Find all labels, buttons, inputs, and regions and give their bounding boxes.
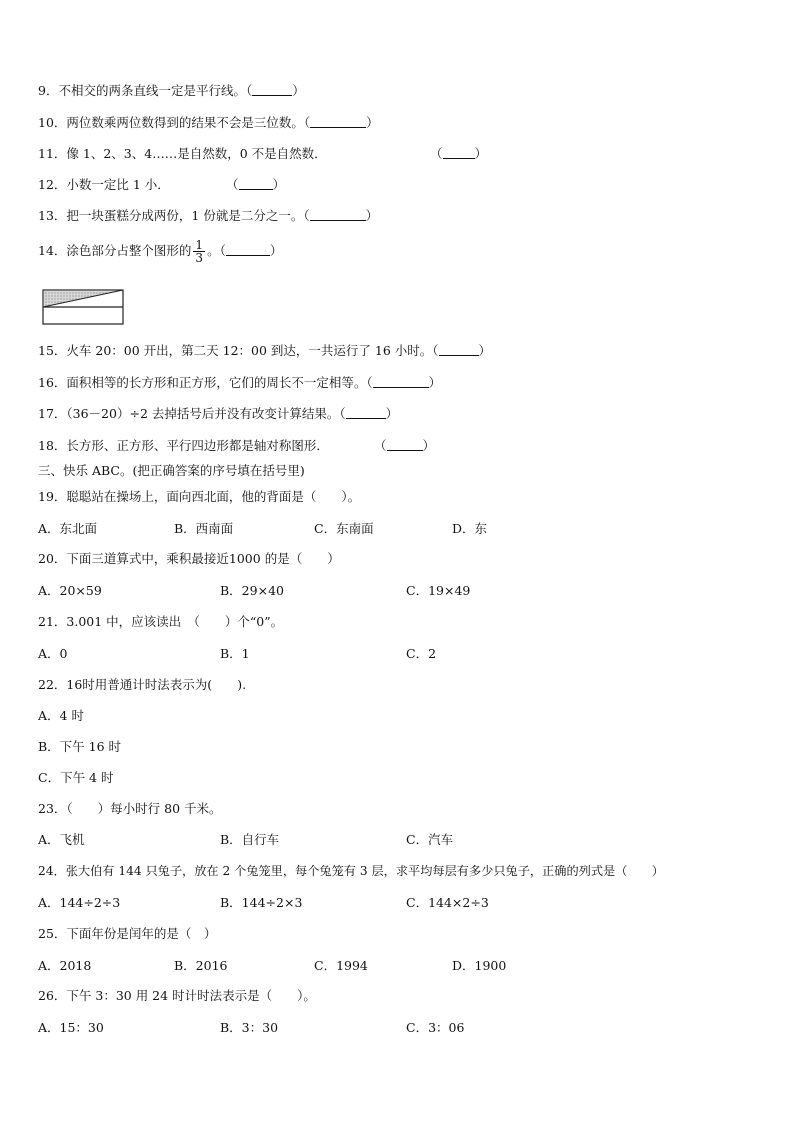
option-c[interactable]: C．1994 — [314, 958, 368, 973]
question-text: 9．不相交的两条直线一定是平行线。（ — [38, 83, 253, 98]
option-b[interactable]: B．1 — [220, 646, 250, 661]
option-c[interactable]: C．3：06 — [406, 1020, 465, 1035]
option-b[interactable]: B．下午 16 时 — [38, 739, 122, 754]
option-a[interactable]: A．15：30 — [38, 1020, 104, 1035]
option-a[interactable]: A．飞机 — [38, 832, 85, 847]
answer-blank[interactable] — [310, 115, 366, 128]
option-a[interactable]: A．0 — [38, 646, 68, 661]
question-22: 22．16时用普通计时法表示为( ). — [38, 677, 247, 692]
question-18: 18．长方形、正方形、平行四边形都是轴对称图形． （ ） — [38, 438, 436, 453]
question-13: 13．把一块蛋糕分成两份，1 份就是二分之一。（ ） — [38, 208, 379, 223]
option-a[interactable]: A．4 时 — [38, 708, 84, 723]
question-21: 21．3.001 中，应该读出 （ ）个“0”。 — [38, 614, 284, 629]
answer-blank[interactable] — [346, 406, 386, 419]
question-25: 25．下面年份是闰年的是（ ） — [38, 926, 217, 941]
section-title: 三、快乐 ABC。(把正确答案的序号填在括号里) — [38, 463, 305, 478]
option-b[interactable]: B．自行车 — [220, 832, 280, 847]
question-26: 26．下午 3：30 用 24 时计时法表示是（ ）。 — [38, 988, 316, 1003]
option-c[interactable]: C．2 — [406, 646, 437, 661]
answer-blank[interactable] — [443, 146, 475, 159]
answer-blank[interactable] — [373, 375, 429, 388]
question-text: 17．（36－20）÷2 去掉括号后并没有改变计算结果。（ — [38, 406, 346, 421]
option-a[interactable]: A．2018 — [38, 958, 92, 973]
question-24: 24．张大伯有 144 只兔子，放在 2 个兔笼里，每个兔笼有 3 层，求平均每层有多少只兔子，正确的列式是（ ） — [38, 864, 664, 878]
question-12: 12．小数一定比 1 小． （ ） — [38, 177, 286, 192]
question-14: 14．涂色部分占整个图形的 $\frac{1}{3}$ 。（ ） — [38, 238, 283, 265]
question-10: 10．两位数乘两位数得到的结果不会是三位数。（ ） — [38, 115, 379, 130]
option-b[interactable]: B．2016 — [174, 958, 228, 973]
question-9: 9．不相交的两条直线一定是平行线。（ ） — [38, 83, 305, 98]
answer-blank[interactable] — [252, 83, 292, 96]
question-19: 19．聪聪站在操场上，面向西北面，他的背面是（ ）。 — [38, 489, 361, 504]
option-a[interactable]: A．东北面 — [38, 521, 98, 536]
question-17: 17．（36－20）÷2 去掉括号后并没有改变计算结果。（ ） — [38, 406, 399, 421]
option-c[interactable]: C．144×2÷3 — [406, 895, 489, 910]
question-23: 23．（ ）每小时行 80 千米。 — [38, 801, 222, 816]
answer-blank[interactable] — [239, 177, 273, 190]
question-16: 16．面积相等的长方形和正方形，它们的周长不一定相等。（ ） — [38, 375, 442, 390]
question-text: 18．长方形、正方形、平行四边形都是轴对称图形． — [38, 438, 329, 453]
option-b[interactable]: B．西南面 — [174, 521, 234, 536]
option-c[interactable]: C．下午 4 时 — [38, 770, 114, 785]
option-c[interactable]: C．东南面 — [314, 521, 374, 536]
answer-blank[interactable] — [439, 343, 479, 356]
option-b[interactable]: B．144÷2×3 — [220, 895, 303, 910]
question-11: 11．像 1、2、3、4……是自然数，0 不是自然数． （ ） — [38, 146, 488, 161]
question-text: 12．小数一定比 1 小． — [38, 177, 170, 192]
option-a[interactable]: A．20×59 — [38, 583, 102, 598]
option-a[interactable]: A．144÷2÷3 — [38, 895, 121, 910]
fraction-one-third: $\frac{1}{3}$ — [195, 238, 204, 265]
question-text: 16．面积相等的长方形和正方形，它们的周长不一定相等。（ — [38, 375, 373, 390]
option-b[interactable]: B．3：30 — [220, 1020, 279, 1035]
option-c[interactable]: C．19×49 — [406, 583, 471, 598]
option-c[interactable]: C．汽车 — [406, 832, 454, 847]
answer-blank[interactable] — [310, 208, 366, 221]
question-15: 15．火车 20：00 开出，第二天 12：00 到达，一共运行了 16 小时。（ ） — [38, 343, 492, 358]
option-b[interactable]: B．29×40 — [220, 583, 284, 598]
question-text: 10．两位数乘两位数得到的结果不会是三位数。（ — [38, 115, 311, 130]
shaded-rectangle-figure — [42, 289, 124, 329]
option-d[interactable]: D．东 — [452, 521, 488, 536]
question-text: 15．火车 20：00 开出，第二天 12：00 到达，一共运行了 16 小时。（ — [38, 343, 439, 358]
question-text: 11．像 1、2、3、4……是自然数，0 不是自然数． — [38, 146, 327, 161]
answer-blank[interactable] — [387, 438, 423, 451]
question-text: 14．涂色部分占整个图形的 — [38, 243, 192, 258]
question-20: 20．下面三道算式中，乘积最接近1000 的是（ ） — [38, 551, 340, 566]
answer-blank[interactable] — [226, 243, 270, 256]
question-text: 13．把一块蛋糕分成两份，1 份就是二分之一。（ — [38, 208, 310, 223]
option-d[interactable]: D．1900 — [452, 958, 507, 973]
